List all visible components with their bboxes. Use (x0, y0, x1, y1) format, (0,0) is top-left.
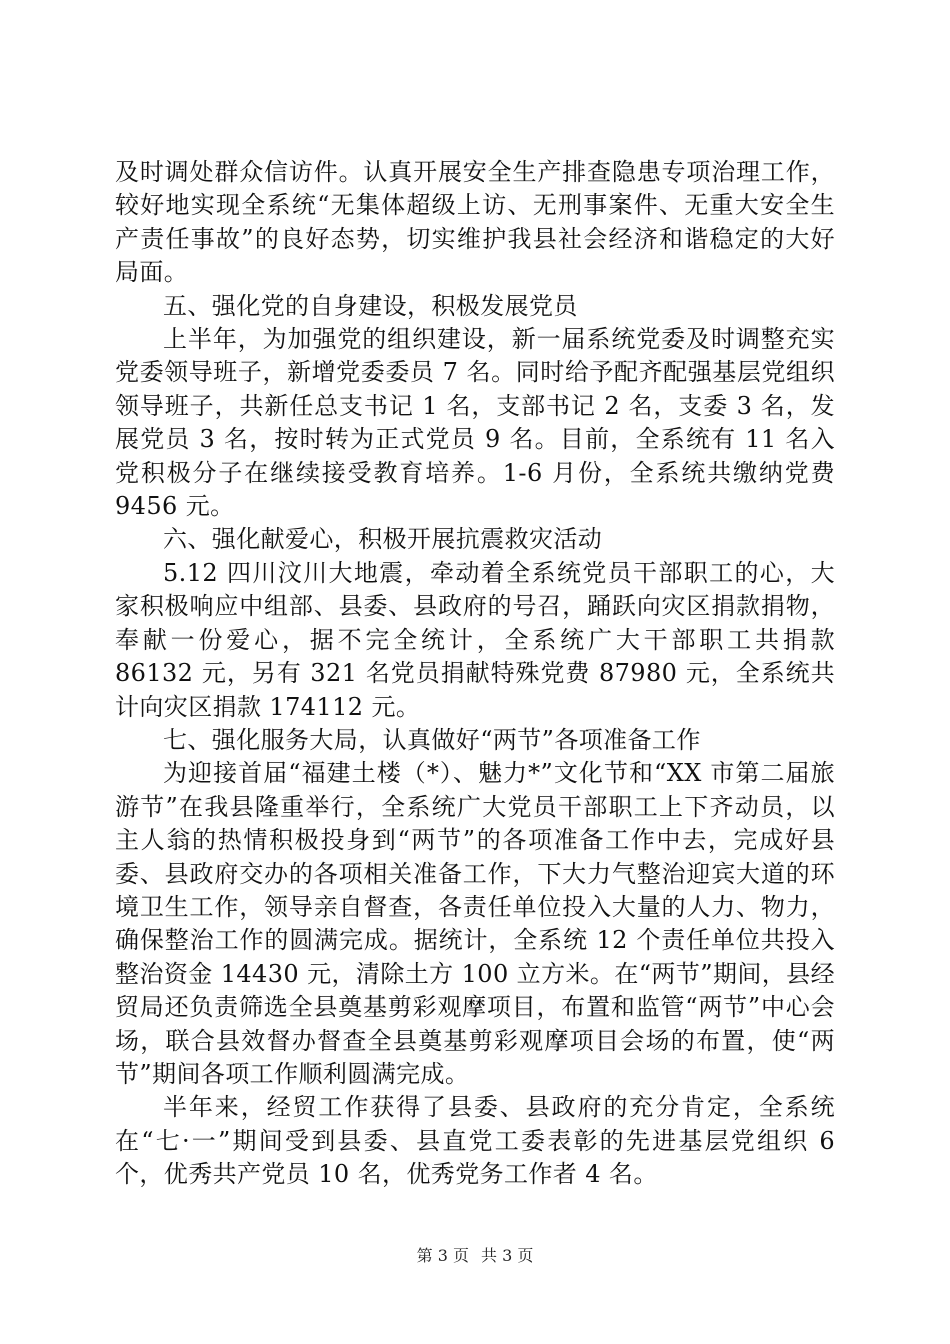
paragraph-earthquake-relief: 5.12 四川汶川大地震，牵动着全系统党员干部职工的心，大家积极响应中组部、县委、县政府的号召，踊跃向灾区捐款捐物，奉献一份爱心，据不完全统计，全系统广大干部职工共捐款 86132 元，另有 321 名党员捐献特殊党费 87980 元，全系统共计向灾区捐款 174112 元。 (115, 558, 835, 721)
section-heading-six: 六、强化献爱心，积极开展抗震救灾活动 (163, 525, 603, 554)
page-total: 共 3 页 (481, 1246, 534, 1265)
section-heading-five: 五、强化党的自身建设，积极发展党员 (163, 291, 578, 320)
section-heading-seven: 七、强化服务大局，认真做好“两节”各项准备工作 (163, 725, 701, 754)
page-footer (0, 1246, 950, 1266)
page-number: 第 3 页 (416, 1246, 469, 1265)
paragraph-party-building: 上半年，为加强党的组织建设，新一届系统党委及时调整充实党委领导班子，新增党委委员 7 名。同时给予配齐配强基层党组织领导班子，共新任总支书记 1 名，支部书记 2 名，支委 3 名，发展党员 3 名，按时转为正式党员 9 名。目前，全系统有 11 名入党积极分子在继续接受教育培养。1-6 月份，全系统共缴纳党费 9456 元。 (115, 325, 835, 521)
paragraph-two-festivals: 为迎接首届“福建土楼（*）、魅力*”文化节和“XX 市第二届旅游节”在我县隆重举行，全系统广大党员干部职工上下齐动员，以主人翁的热情积极投身到“两节”的各项准备工作中去，完成好县委、县政府交办的各项相关准备工作，下大力气整治迎宾大道的环境卫生工作，领导亲自督查，各责任单位投入大量的人力、物力，确保整治工作的圆满完成。据统计，全系统 12 个责任单位共投入整治资金 14430 元，清除土方 100 立方米。在“两节”期间，县经贸局还负责筛选全县奠基剪彩观摩项目，布置和监管“两节”中心会场，联合县效督办督查全县奠基剪彩观摩项目会场的布置，使“两节”期间各项工作顺利圆满完成。 (115, 759, 835, 1088)
paragraph-intro-continuation: 及时调处群众信访件。认真开展安全生产排查隐患专项治理工作，较好地实现全系统“无集体超级上访、无刑事案件、无重大安全生产责任事故”的良好态势，切实维护我县社会经济和谐稳定的大好局面。 (115, 158, 835, 287)
document-body (115, 156, 835, 1192)
paragraph-half-year-summary: 半年来，经贸工作获得了县委、县政府的充分肯定，全系统在“七·一”期间受到县委、县直党工委表彰的先进基层党组织 6 个，优秀共产党员 10 名，优秀党务工作者 4 名。 (115, 1093, 835, 1189)
